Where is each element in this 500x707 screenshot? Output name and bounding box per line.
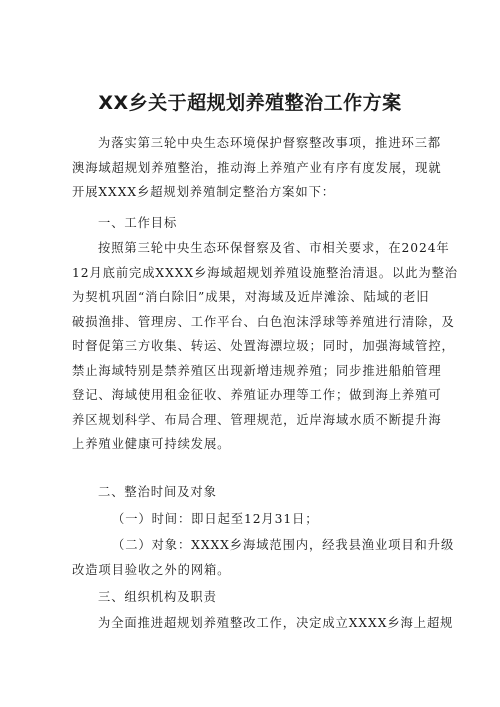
- section1-line: 禁止海域特别是禁养殖区出现新增违规养殖；同步推进船舶管理: [72, 363, 442, 378]
- section2-item2-line: （二）对象：XXXX乡海域范围内，经我县渔业项目和升级: [112, 538, 455, 552]
- section2-item2-block: [72, 533, 455, 582]
- intro-line: 开展XXXX乡超规划养殖制定整治方案如下：: [72, 185, 335, 199]
- section2-item2-line: 改造项目验收之外的网箱。: [72, 562, 231, 577]
- section1-line: 为契机巩固“消白除旧”成果，对海域及近岸滩涂、陆域的老旧: [72, 290, 430, 304]
- section3-line: 为全面推进超规划养殖整改工作，决定成立XXXX乡海上超规: [98, 616, 454, 630]
- section3-heading-block: [72, 585, 432, 610]
- section1-line: 时督促第三方收集、转运、处置海漂垃圾；同时，加强海域管控，: [72, 339, 455, 353]
- section1-line: 上养殖业健康可持续发展。: [72, 437, 231, 451]
- section3-heading: 三、组织机构及职责: [98, 590, 217, 604]
- section1-line: 12月底前完成XXXX乡海域超规划养殖设施整治清退。以此为整治: [72, 265, 458, 280]
- section2-heading: 二、整治时间及对象: [98, 485, 217, 499]
- intro-line: 澳海域超规划养殖整治，推动海上养殖产业有序有度发展，现就: [72, 160, 442, 175]
- section1-line: 按照第三轮中央生态环保督察及省、市相关要求，在2024年: [98, 241, 450, 255]
- intro-paragraph: [72, 131, 442, 205]
- section2-item1-block: [72, 507, 432, 532]
- section2-item1: （一）时间：即日起至12月31日；: [112, 512, 319, 526]
- intro-line: 为落实第三轮中央生态环境保护督察整改事项，推进环三都: [98, 136, 442, 150]
- section2-heading-block: [72, 480, 432, 505]
- section3-paragraph: [72, 611, 454, 636]
- section1-line: 登记、海域使用租金征收、养殖证办理等工作；做到海上养殖可: [72, 388, 442, 402]
- section1-heading: 一、工作目标: [98, 216, 178, 230]
- section1-line: 养区规划科学、布局合理、管理规范，近岸海域水质不断提升海: [72, 412, 442, 427]
- section1-paragraph: [72, 236, 458, 457]
- section1-heading-block: [72, 211, 432, 236]
- section1-line: 破损渔排、管理房、工作平台、白色泡沫浮球等养殖进行清除，及: [72, 314, 455, 329]
- document-title: XX乡关于超规划养殖整治工作方案: [98, 92, 402, 114]
